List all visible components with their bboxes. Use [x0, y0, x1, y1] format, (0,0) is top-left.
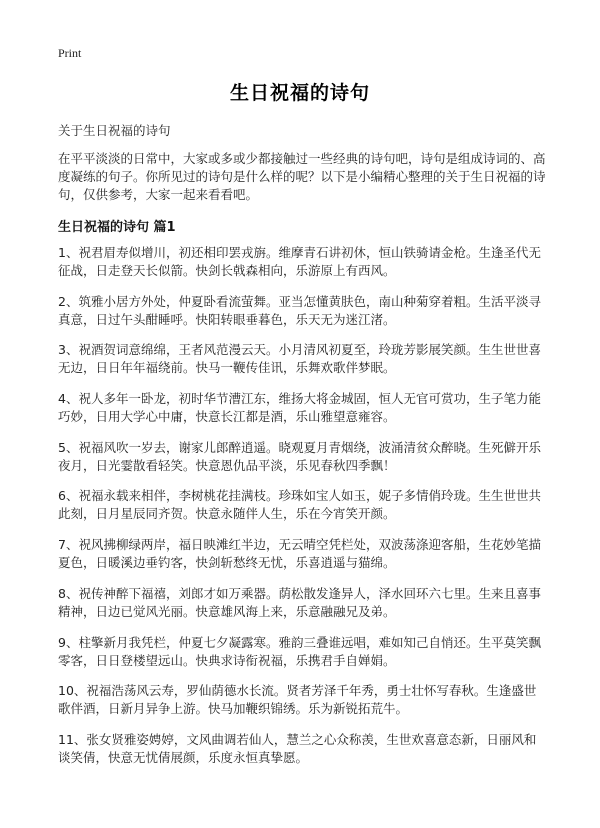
intro-paragraph: 在平平淡淡的日常中，大家或多或少都接触过一些经典的诗句吧，诗句是组成诗词的、高度凝练的句子。你所见过的诗句是什么样的呢？以下是小编精心整理的关于生日祝福的诗句，仅供参考，大家一起来看看吧。 [58, 151, 546, 202]
poem-list [58, 244, 546, 780]
poem-item: 3、祝酒贺词意绵绵，王者风范漫云天。小月清风初夏至，玲珑芳影展笑颜。生生世世喜无边，日日年年福绕前。快马一鞭传佳讯，乐舞欢歌伴梦眠。 [58, 342, 541, 376]
poem-item: 10、祝福浩荡风云寿，罗仙荫德水长流。贤者芳泽千年秀，勇士壮怀写春秋。生逢盛世歌伴酒，日新月异争上游。快马加鞭织锦绣。乐为新锐拓荒牛。 [58, 683, 537, 717]
print-link[interactable]: Print [58, 46, 82, 60]
poem-item: 4、祝人多年一卧龙，初时华节漕江东，维扬大将金城固，恒人无官可赏功，生子笔力能巧妙，日用大学心中庸，快意长江都是酒，乐山雅望意雍容。 [58, 391, 541, 425]
poem-item: 11、张女贤雅姿娉婷，文风曲调若仙人，慧兰之心众称羡，生世欢喜意态新，日丽风和谈笑倩，快意无忧倩展颜，乐度永恒真挚愿。 [58, 731, 537, 765]
poem-item: 5、祝福风吹一岁去，谢家儿郎醉逍遥。晓观夏月青烟绕，波涌清贫众醉晓。生死僻开乐夜月，日光霎散看轻笑。快意恩仇品平淡，乐见春秋四季飘！ [58, 439, 541, 473]
page-title: 生日祝福的诗句 [229, 82, 370, 104]
subtitle: 关于生日祝福的诗句 [58, 123, 171, 138]
poem-item: 1、祝君眉寿似增川，初还相印罢戎旃。维摩青石讲初休，恒山铁骑请金枪。生逢圣代无征战，日走登天长似箭。快剑长戟森相向，乐游原上有西风。 [58, 245, 541, 278]
poem-item: 7、祝风拂柳绿两岸，福日映滩红半边，无云晴空凭栏处，双波荡涤迎客船，生花妙笔描夏色，日暖溪边垂钓客，快剑斩愁终无忧，乐喜逍遥与猫绵。 [58, 537, 541, 571]
poem-item: 6、祝福永载来相伴，李树桃花挂满枝。珍珠如宝人如玉，妮子多情俏玲珑。生生世世共此刻，日月星辰同齐贺。快意永随伴人生，乐在今宵笑开颜。 [58, 488, 541, 522]
section-heading: 生日祝福的诗句 篇1 [58, 220, 176, 235]
poem-item: 9、柱擎新月我凭栏，仲夏七夕凝露寒。雅韵三叠谁远唱，难如知己自悄还。生平莫笑飘零客，日日登楼望远山。快典求诗衔祝福，乐携君手自婵娟。 [58, 634, 541, 668]
poem-item: 8、祝传神醉下福禧，刘郎才如万乘器。荫松散发逢异人，泽水回环六七里。生来且喜事精神，日边已觉风光丽。快意雄风海上来，乐意融融兄及弟。 [58, 585, 541, 619]
poem-item: 2、筑雅小居方外处，仲夏卧看流萤舞。亚当怎懂黄肤色，南山种菊穿着粗。生活平淡寻真意，日过午头酣睡呼。快阳转眼垂暮色，乐天无为迷江渚。 [58, 293, 541, 327]
